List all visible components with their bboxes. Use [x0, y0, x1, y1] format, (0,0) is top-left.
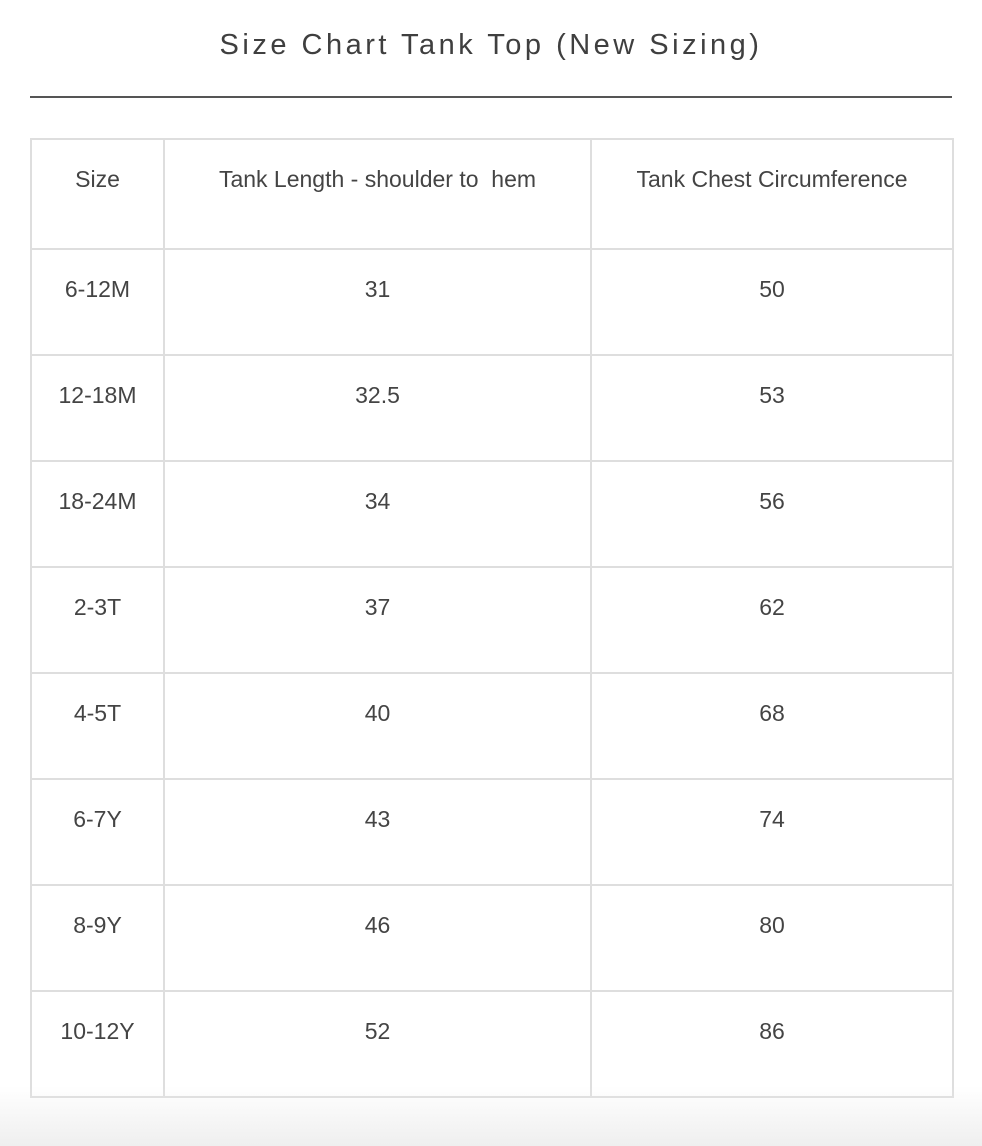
header-tank-length: Tank Length - shoulder to hem — [164, 139, 591, 249]
table-row — [31, 567, 953, 673]
table-row — [31, 779, 953, 885]
cell-tank-length: 34 — [164, 461, 591, 567]
table-row — [31, 991, 953, 1097]
cell-chest-circumference: 56 — [591, 461, 953, 567]
cell-size: 8-9Y — [31, 885, 164, 991]
table-row — [31, 249, 953, 355]
table-row — [31, 355, 953, 461]
cell-chest-circumference: 74 — [591, 779, 953, 885]
table-header-row — [31, 139, 953, 249]
table-row — [31, 885, 953, 991]
table-row — [31, 673, 953, 779]
cell-chest-circumference: 50 — [591, 249, 953, 355]
cell-size: 2-3T — [31, 567, 164, 673]
cell-tank-length: 43 — [164, 779, 591, 885]
cell-chest-circumference: 68 — [591, 673, 953, 779]
size-chart-table — [30, 138, 954, 1098]
cell-tank-length: 31 — [164, 249, 591, 355]
header-chest-circumference: Tank Chest Circumference — [591, 139, 953, 249]
cell-tank-length: 32.5 — [164, 355, 591, 461]
cell-size: 12-18M — [31, 355, 164, 461]
cell-size: 10-12Y — [31, 991, 164, 1097]
cell-chest-circumference: 86 — [591, 991, 953, 1097]
cell-tank-length: 52 — [164, 991, 591, 1097]
cell-tank-length: 40 — [164, 673, 591, 779]
cell-size: 18-24M — [31, 461, 164, 567]
page-title: Size Chart Tank Top (New Sizing) — [219, 29, 763, 61]
table-row — [31, 461, 953, 567]
cell-size: 6-12M — [31, 249, 164, 355]
cell-tank-length: 37 — [164, 567, 591, 673]
cell-size: 6-7Y — [31, 779, 164, 885]
cell-size: 4-5T — [31, 673, 164, 779]
title-divider — [30, 96, 952, 98]
cell-tank-length: 46 — [164, 885, 591, 991]
cell-chest-circumference: 53 — [591, 355, 953, 461]
cell-chest-circumference: 62 — [591, 567, 953, 673]
cell-chest-circumference: 80 — [591, 885, 953, 991]
header-size: Size — [31, 139, 164, 249]
